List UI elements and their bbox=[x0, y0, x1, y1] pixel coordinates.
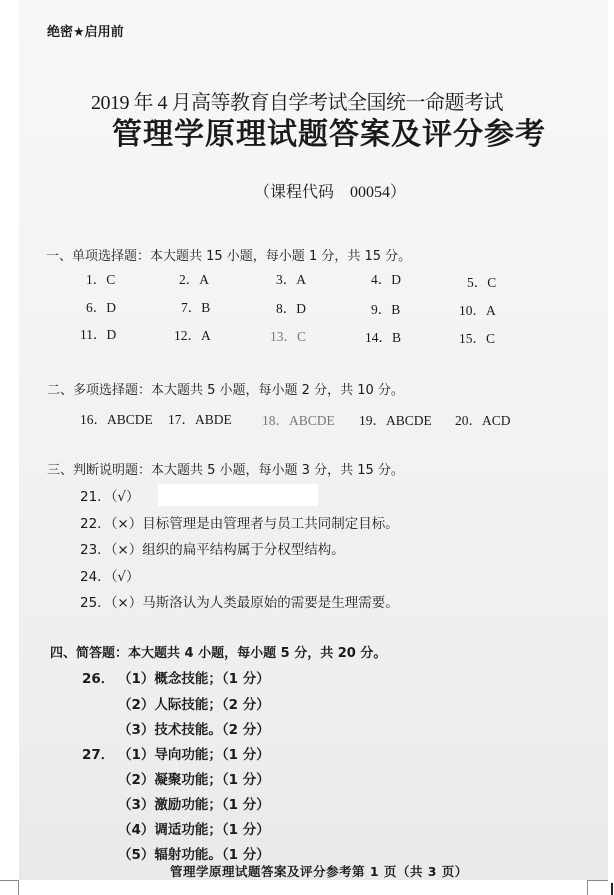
section2-heading: 二、多项选择题：本大题共 5 小题，每小题 2 分，共 10 分。 bbox=[47, 383, 404, 398]
section1-heading: 一、单项选择题：本大题共 15 小题，每小题 1 分，共 15 分。 bbox=[46, 249, 412, 264]
crop-mark bbox=[587, 880, 588, 895]
answer-point: （3）技术技能。（2 分） bbox=[118, 722, 270, 738]
course-code: （课程代码 00054） bbox=[254, 184, 407, 201]
item-number: 22． bbox=[80, 516, 111, 532]
secret-mark: 绝密★启用前 bbox=[47, 25, 124, 40]
crop-mark bbox=[587, 880, 608, 881]
item-number: 25． bbox=[80, 595, 111, 611]
answer-point: （1）导向功能；（1 分） bbox=[118, 747, 270, 763]
answer-item: 17．ABDE bbox=[168, 412, 232, 427]
answer-item: 13．C bbox=[270, 329, 307, 344]
answer-point: （3）激励功能；（1 分） bbox=[118, 797, 270, 813]
answer-item: 20．ACD bbox=[455, 413, 511, 428]
document-title: 管理学原理试题答案及评分参考 bbox=[112, 117, 546, 152]
item-mark: （×） bbox=[110, 595, 143, 611]
item-number: 24． bbox=[80, 569, 111, 585]
item-mark: （×） bbox=[110, 516, 143, 532]
item-mark: （×） bbox=[110, 542, 143, 558]
answer-item: 9．B bbox=[371, 302, 401, 317]
item-number: 23． bbox=[80, 542, 111, 558]
item-mark: （√） bbox=[110, 489, 140, 505]
answer-item: 1．C bbox=[86, 272, 116, 287]
judgement-item bbox=[80, 591, 399, 611]
answer-item: 12．A bbox=[174, 328, 211, 343]
answer-item: 14．B bbox=[365, 330, 402, 345]
question-number: 26． bbox=[82, 671, 115, 687]
answer-point: （2）人际技能；（2 分） bbox=[118, 697, 270, 713]
answer-point: （2）凝聚功能；（1 分） bbox=[118, 772, 270, 788]
section3-heading: 三、判断说明题：本大题共 5 小题，每小题 3 分，共 15 分。 bbox=[47, 463, 404, 478]
exam-title: 2019 年 4 月高等教育自学考试全国统一命题考试 bbox=[91, 92, 503, 114]
answer-item: 10．A bbox=[459, 303, 496, 318]
answer-item: 15．C bbox=[459, 331, 496, 346]
question-number: 27． bbox=[82, 747, 115, 763]
answer-item: 8．D bbox=[276, 301, 306, 316]
item-text: 马斯洛认为人类最原始的需要是生理需要。 bbox=[142, 595, 399, 611]
page-footer: 管理学原理试题答案及评分参考第 1 页（共 3 页） bbox=[170, 864, 468, 879]
answer-item: 2．A bbox=[179, 272, 209, 287]
answer-item: 4．D bbox=[371, 272, 401, 287]
judgement-item bbox=[80, 565, 140, 585]
item-text: 目标管理是由管理者与员工共同制定目标。 bbox=[142, 516, 399, 532]
item-mark: （√） bbox=[110, 569, 140, 585]
answer-point: （4）调适功能；（1 分） bbox=[118, 822, 270, 838]
answer-item: 11．D bbox=[80, 327, 117, 342]
answer-item: 3．A bbox=[276, 272, 306, 287]
crop-mark bbox=[0, 880, 19, 881]
answer-item: 18．ABCDE bbox=[262, 413, 335, 428]
answer-item: 19．ABCDE bbox=[359, 413, 432, 428]
answer-item: 16．ABCDE bbox=[80, 412, 153, 427]
judgement-item bbox=[80, 485, 140, 505]
item-text: 组织的扁平结构属于分权型结构。 bbox=[142, 542, 345, 558]
section4-heading: 四、简答题：本大题共 4 小题，每小题 5 分，共 20 分。 bbox=[50, 646, 387, 661]
redacted-region bbox=[158, 484, 318, 506]
answer-item: 5．C bbox=[467, 275, 497, 290]
answer-item: 6．D bbox=[86, 300, 116, 315]
judgement-item bbox=[80, 512, 399, 532]
answer-point: （1）概念技能；（1 分） bbox=[118, 671, 270, 687]
judgement-item bbox=[80, 538, 345, 558]
item-number: 21． bbox=[80, 489, 111, 505]
crop-mark bbox=[611, 883, 613, 895]
answer-item: 7．B bbox=[181, 300, 211, 315]
answer-point: （5）辐射功能。（1 分） bbox=[118, 847, 270, 863]
crop-mark bbox=[18, 880, 19, 895]
